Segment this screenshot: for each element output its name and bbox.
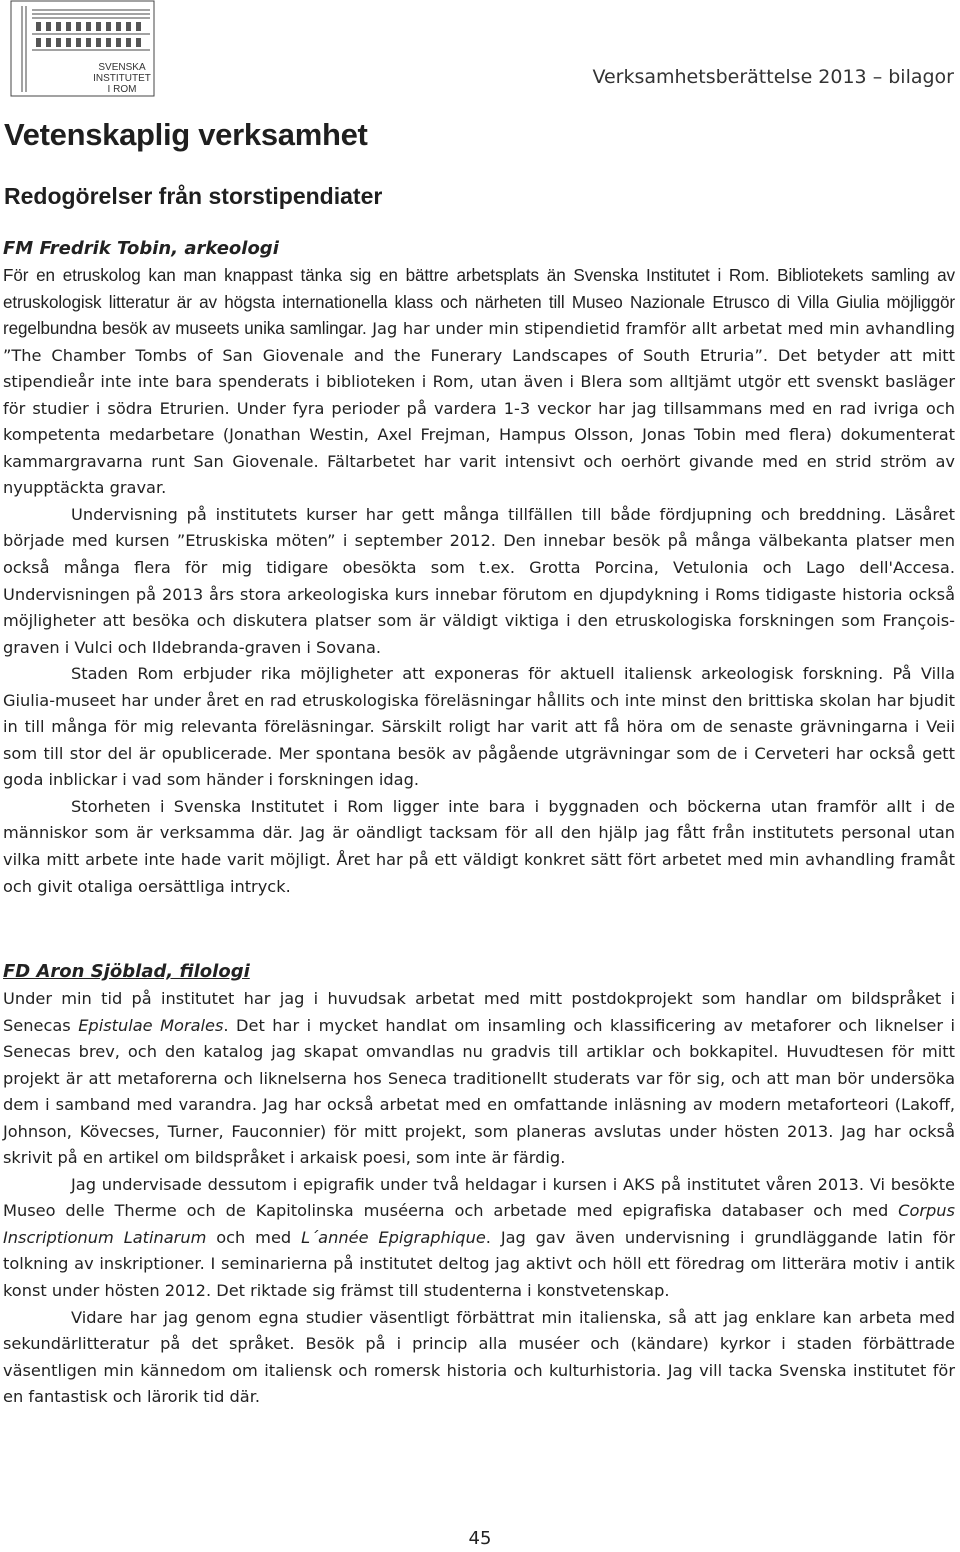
section-tobin	[3, 236, 955, 900]
institute-logo	[10, 0, 158, 100]
section-title-tobin: FM Fredrik Tobin, arkeologi	[3, 238, 279, 259]
paragraph: Storheten i Svenska Institutet i Rom ligger inte bara i byggnaden och böckerna utan framför allt i de människor som är verksamma där. Jag är oändligt tacksam för all den hjälp jag fått från institutets personal utan vilka mitt arbete inte hade varit möjligt. Året har på ett väldigt konkret sätt fört arbetet med min avhandling framåt och givit otaliga oersättliga intryck.	[3, 796, 955, 896]
book-title: L´année Epigraphique	[301, 1227, 486, 1247]
paragraph-lead: För en etruskolog kan man knappast tänka sig en bättre arbetsplats än Svenska Institutet i Rom. Bibliotekets samling av etruskologisk litteratur är av högsta internationella klass och närheten till Museo Nazionale Etrusco di Villa Giulia möjliggör regelbundna besök av museets unika samlingar.	[3, 266, 955, 339]
logo-text-line1: SVENSKA	[98, 62, 146, 73]
book-title: Epistulae Morales	[78, 1015, 224, 1035]
heading-main: Vetenskaplig verksamhet	[4, 117, 368, 152]
report-title: Verksamhetsberättelse 2013 – bilagor	[592, 66, 954, 88]
page-number: 45	[468, 1528, 492, 1549]
book-title: Corpus Inscriptionum Latinarum	[3, 1201, 955, 1247]
paragraph: Under min tid på institutet har jag i huvudsak arbetat med mitt postdokprojekt som handlar om bildspråket i Senecas Epistulae Morales. Det har i mycket handlat om insamling och klassificering av metaforer och liknelser i Senecas brev, och den katalog jag skapat omvandlas nu gradvis till artiklar och bokkapitel. Huvudtesen för mitt projekt är att metaforerna och liknelserna hos Seneca traditionellt studerats var för sig, och att man bör undersöka dem i samband med varandra. Jag har också arbetat med en omfattande inläsning av modern metaforteori (Lakoff, Johnson, Kövecses, Turner, Fauconnier) för mitt projekt, som planeras avslutas under hösten 2013. Jag har också skrivit på en artikel om bildspråket i arkaisk poesi, som inte är färdig.	[3, 989, 955, 1168]
paragraph: Staden Rom erbjuder rika möjligheter att exponeras för aktuell italiensk arkeologisk forskning. På Villa Giulia-museet har under året en rad etruskologiska föreläsningar hållits och inte minst den brittiska skolan har bjudit in till många för mig relevanta föreläsningar. Särskilt roligt har varit att få höra om de senaste grävningarna i Veii som till stor del är opublicerade. Mer spontana besök av pågående utgrävningar som de i Cerveteri har också gett goda inblickar i vad som händer i forskningen idag.	[3, 664, 955, 790]
paragraph: Undervisning på institutets kurser har gett många tillfällen till både fördjupning och breddning. Läsåret började med kursen ”Etruskiska möten” i september 2012. Den innebar besök på många välbekanta platser men också många flera för mig tidigare obesökta som t.ex. Grotta Porcina, Vetulonia och Lago dell'Accesa. Undervisningen på 2013 års stora arkeologiska kurs innebar förutom en djupdykning i Roms tidigaste historia också möjligheter att besöka och diskutera platser som är väldigt viktiga i den etruskologiska forskningen som François-graven i Vulci och Ildebranda-graven i Sovana.	[3, 504, 955, 657]
heading-sub: Redogörelser från storstipendiater	[4, 183, 383, 209]
section-title-sjoblad: FD Aron Sjöblad, filologi	[3, 961, 250, 982]
paragraph-text: Jag har under min stipendietid framför allt arbetat med min avhandling ”The Chamber Tombs of San Giovenale and the Funerary Landscapes of South Etruria”. Det betyder att mitt stipendieår inte inte bara spenderats i biblioteken i Rom, utan även i Blera som alltjämt utgör ett svenskt basläger för studier i södra Etrurien. Under fyra perioder på vardera 1-3 veckor har jag tillsammans med en rad ivriga och kompetenta medarbetare (Jonathan Westin, Axel Frejman, Hampus Olsson, Jonas Tobin med flera) dokumenterat kammargravarna runt San Giovenale. Fältarbetet har varit intensivt och oerhört givande med en strid ström av nyupptäckta gravar.	[3, 319, 956, 498]
paragraph: Vidare har jag genom egna studier väsentligt förbättrat min italienska, så att jag enklare kan arbeta med sekundärlitteratur på det språket. Besök på i princip alla muséer och (kändare) kyrkor i staden förbättrade väsentligen min kännedom om italiensk och romersk historia och kulturhistoria. Jag vill tacka Svenska institutet för en fantastisk och lärorik tid där.	[3, 1307, 955, 1407]
logo-text-line3: I ROM	[107, 84, 137, 95]
paragraph	[3, 263, 955, 502]
section-sjoblad	[3, 959, 955, 1411]
logo-text-line2: INSTITUTET	[93, 73, 151, 84]
paragraph: Jag undervisade dessutom i epigrafik under två heldagar i kursen i AKS på institutet våren 2013. Vi besökte Museo delle Therme och de Kapitolinska muséerna och arbetade med epigrafiska databaser och med Corpus Inscriptionum Latinarum och med L´année Epigraphique. Jag gav även undervisning i grundläggande latin för tolkning av inskriptioner. I seminarierna på institutet deltog jag aktivt och höll ett föredrag om litterära motiv i antik konst under hösten 2012. Det riktade sig främst till studenterna i konstvetenskap.	[3, 1174, 955, 1301]
